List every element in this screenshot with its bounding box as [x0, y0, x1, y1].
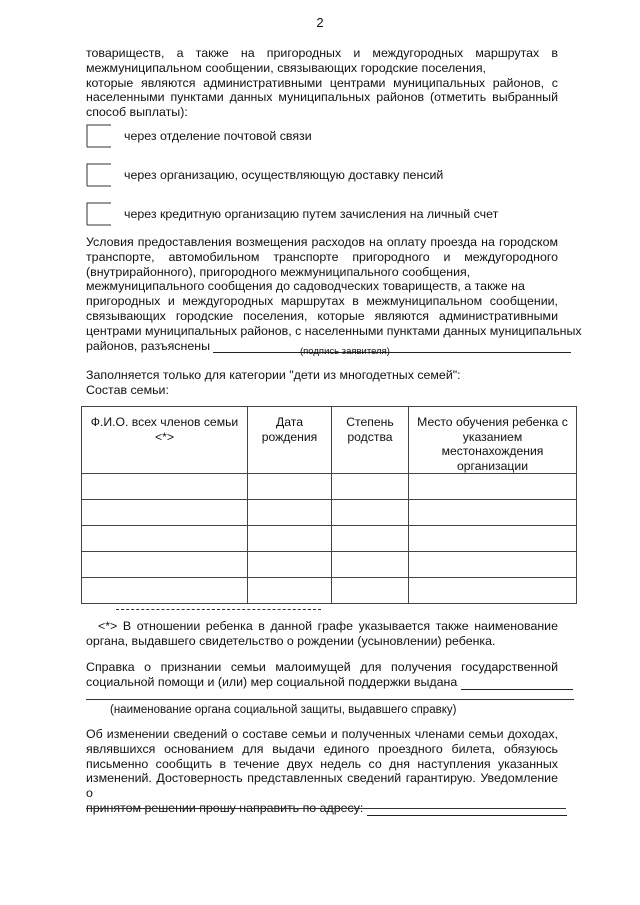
table-cell[interactable] — [332, 578, 409, 604]
table-cell[interactable] — [82, 474, 248, 500]
table-cell[interactable] — [332, 526, 409, 552]
payment-option-post[interactable] — [86, 124, 566, 150]
table-cell[interactable] — [82, 552, 248, 578]
table-cell[interactable] — [332, 474, 409, 500]
table-row — [82, 474, 577, 500]
family-label: Состав семьи: — [86, 382, 169, 397]
footnote-block — [86, 619, 558, 649]
table-row — [82, 578, 577, 604]
column-header-relation: Степень родства — [332, 407, 409, 474]
table-cell[interactable] — [82, 500, 248, 526]
column-header-name: Ф.И.О. всех членов семьи <*> — [82, 407, 248, 474]
payment-option-label: через кредитную организацию путем зачисления на личный счет — [124, 207, 499, 221]
signature-field[interactable] — [213, 340, 571, 353]
conditions-line: межмуниципального сообщения до садоводческих товариществ, а также на — [86, 279, 525, 294]
table-cell[interactable] — [248, 500, 332, 526]
table-cell[interactable] — [409, 578, 577, 604]
intro-line: которые являются административными центрами муниципальных районов, с — [86, 75, 558, 90]
family-table — [81, 406, 577, 604]
conditions-paragraph — [86, 235, 582, 353]
intro-line: населенными пунктами данных муниципальных районов (отметить выбранный — [86, 90, 558, 105]
conditions-line: связывающих городские поселения, которые являются административными — [86, 308, 558, 323]
table-cell[interactable] — [82, 526, 248, 552]
table-header-row — [82, 407, 577, 474]
conditions-line: центрами муниципальных районов, с населенными пунктами данных муниципальных — [86, 323, 582, 338]
address-field[interactable] — [367, 803, 567, 816]
conditions-line: пригородных и междугородных маршрутах в межмуниципальном сообщении, — [86, 294, 558, 309]
certificate-line: Справка о признании семьи малоимущей для получения государственной — [86, 660, 558, 674]
table-cell[interactable] — [409, 526, 577, 552]
payment-option-pension-delivery[interactable] — [86, 163, 566, 189]
intro-line: межмуниципальном сообщении, связывающих городские поселения, — [86, 60, 486, 75]
conditions-line: Условия предоставления возмещения расходов на оплату проезда на городском — [86, 235, 558, 249]
payment-option-label: через отделение почтовой связи — [124, 129, 312, 143]
conditions-line: районов, разъяснены — [86, 338, 210, 353]
footnote-separator — [116, 609, 321, 610]
column-header-birth-date: Дата рождения — [248, 407, 332, 474]
footnote-line: органа, выдавшего свидетельство о рождении (усыновлении) ребенка. — [86, 633, 496, 648]
table-cell[interactable] — [248, 578, 332, 604]
column-header-study-place: Место обучения ребенка с указанием местонахождения организации — [409, 407, 577, 474]
payment-option-bank[interactable] — [86, 202, 566, 228]
intro-paragraph — [86, 46, 558, 120]
address-field-line-2[interactable] — [86, 808, 566, 809]
intro-line: способ выплаты): — [86, 105, 188, 120]
authority-field-line[interactable] — [86, 699, 574, 700]
table-row — [82, 526, 577, 552]
conditions-line: транспорте, автомобильном транспорте пригородного и междугородного — [86, 249, 558, 264]
table-cell[interactable] — [332, 500, 409, 526]
obligation-paragraph — [86, 727, 558, 816]
checkbox-icon[interactable] — [86, 163, 112, 187]
obligation-line: письменно сообщить в течение двух недель со дня наступления указанных — [86, 756, 558, 771]
page-number: 2 — [316, 15, 324, 30]
table-cell[interactable] — [332, 552, 409, 578]
checkbox-icon[interactable] — [86, 202, 112, 226]
obligation-line: изменений. Достоверность представленных сведений гарантирую. Уведомление о — [86, 771, 558, 801]
table-row — [82, 500, 577, 526]
table-cell[interactable] — [82, 578, 248, 604]
obligation-line: принятом решении прошу направить по адресу: — [86, 800, 364, 815]
intro-line: товариществ, а также на пригородных и междугородных маршрутах в — [86, 46, 558, 60]
signature-caption: (подпись заявителя) — [300, 346, 390, 357]
table-cell[interactable] — [409, 500, 577, 526]
table-cell[interactable] — [409, 552, 577, 578]
category-note: Заполняется только для категории "дети из многодетных семей": — [86, 368, 461, 382]
table-cell[interactable] — [248, 552, 332, 578]
footnote-line: <*> В отношении ребенка в данной графе указывается также наименование — [98, 619, 558, 633]
table-cell[interactable] — [248, 474, 332, 500]
certificate-line: социальной помощи и (или) мер социальной поддержки выдана — [86, 674, 458, 689]
obligation-line: являвшихся основанием для выдачи единого проездного билета, обязуюсь — [86, 741, 558, 756]
certificate-paragraph — [86, 660, 558, 690]
authority-caption: (наименование органа социальной защиты, выдавшего справку) — [110, 704, 457, 716]
table-cell[interactable] — [409, 474, 577, 500]
checkbox-icon[interactable] — [86, 124, 112, 148]
table-cell[interactable] — [248, 526, 332, 552]
obligation-line: Об изменении сведений о составе семьи и полученных членами семьи доходах, — [86, 727, 558, 741]
category-block — [86, 368, 558, 398]
conditions-line: (внутрирайонного), пригородного межмуниципального сообщения, — [86, 264, 471, 279]
payment-option-label: через организацию, осуществляющую доставку пенсий — [124, 168, 444, 182]
table-row — [82, 552, 577, 578]
certificate-issued-by-field[interactable] — [461, 677, 573, 690]
